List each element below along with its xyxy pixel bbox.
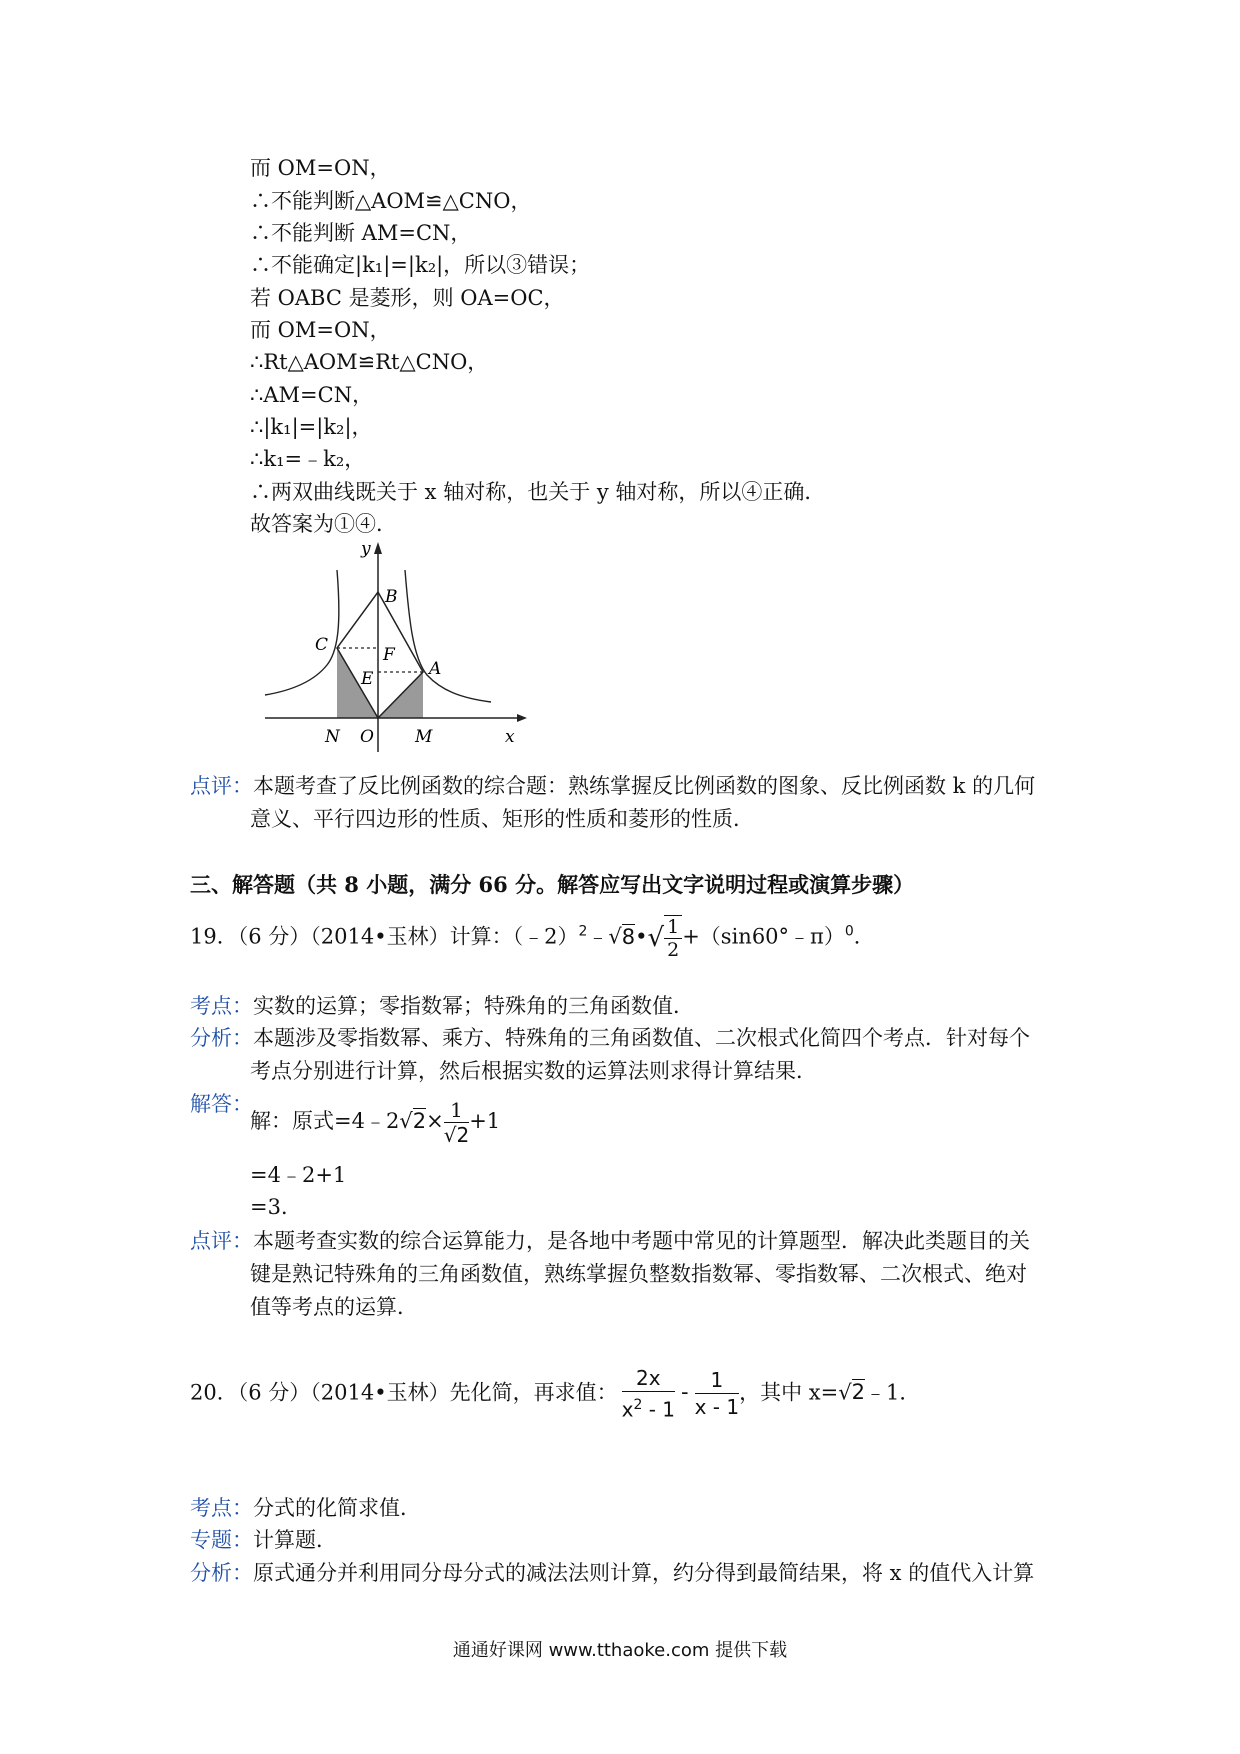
q20-fraction-2: $\frac{1}{x - 1}$ [694, 1368, 740, 1420]
hyperbola-figure [255, 540, 535, 755]
q19-end: ． [853, 924, 875, 949]
q19-fenxi [190, 1022, 1030, 1088]
q19-minus: ﹣ [587, 924, 609, 949]
kaodian-tag: 考点： [190, 994, 253, 1018]
label-c: C [315, 635, 329, 655]
proof-line: ∴k₁=﹣k₂， [250, 447, 366, 471]
zhuanti-text: 计算题． [253, 1528, 337, 1552]
proof-line: 而 OM=ON， [250, 156, 391, 180]
proof-line: 而 OM=ON， [250, 318, 391, 342]
comment-tag: 点评： [190, 774, 253, 798]
q20-kaodian [190, 1492, 421, 1525]
label-f: F [383, 645, 395, 665]
label-o: O [360, 727, 374, 747]
q19-solution-step1 [250, 1098, 500, 1147]
q19-kaodian [190, 990, 694, 1023]
solution-times: × [426, 1109, 444, 1133]
solution-sqrt: √2 [399, 1109, 427, 1133]
kaodian-text: 实数的运算；零指数幂；特殊角的三角函数值． [253, 994, 694, 1018]
q20-fenxi [190, 1557, 1034, 1590]
comment-block [190, 770, 1035, 836]
dianping-tag: 点评： [190, 1229, 253, 1253]
proof-line: ∴Rt△AOM≌Rt△CNO， [250, 350, 489, 374]
dianping-text: 键是熟记特殊角的三角函数值，熟练掌握负整数指数幂、零指数幂、二次根式、绝对 [250, 1262, 1027, 1286]
jieda-tag: 解答： [190, 1092, 253, 1116]
solution-text: 解：原式=4﹣2 [250, 1109, 400, 1133]
q19-dot: • [635, 924, 648, 949]
q20-fraction-1: $\frac{2x}{x^2 - 1}$ [621, 1366, 676, 1422]
q20-sqrt: √2 [838, 1380, 865, 1405]
proof-line: 若 OABC 是菱形，则 OA=OC， [250, 286, 565, 310]
solution-text: +1 [469, 1109, 501, 1133]
q19-text: +（sin60°﹣π） [682, 924, 845, 949]
q20-text: 20．（6 分）（2014•玉林）先化简，再求值： [190, 1380, 618, 1405]
q20-minus: - [681, 1380, 689, 1405]
label-e: E [361, 669, 374, 689]
label-n: N [325, 727, 340, 747]
question-20 [190, 1365, 920, 1423]
kaodian-tag: 考点： [190, 1496, 253, 1520]
proof-line: 故答案为①④． [250, 512, 397, 536]
x-axis-arrow [517, 714, 527, 722]
q19-dianping [190, 1225, 1030, 1324]
dianping-text: 本题考查实数的综合运算能力，是各地中考题中常见的计算题型．解决此类题目的关 [253, 1229, 1030, 1253]
q19-exponent: 0 [844, 923, 854, 940]
q19-sqrt8: √8 [608, 924, 636, 949]
label-m: M [415, 727, 433, 747]
dianping-text: 值等考点的运算． [250, 1295, 418, 1319]
q20-text: ，其中 x= [739, 1380, 839, 1405]
q19-jieda-tag-wrap [190, 1088, 253, 1121]
q19-fraction: $\frac{1}{2}$ [664, 915, 682, 961]
proof-line: ∴|k₁|=|k₂|， [250, 415, 373, 439]
label-a: A [429, 659, 442, 679]
proof-line: ∴两双曲线既关于 x 轴对称，也关于 y 轴对称，所以④正确． [250, 480, 826, 504]
proof-line: ∴不能确定|k₁|=|k₂|，所以③错误； [250, 253, 591, 277]
q19-exponent: 2 [578, 923, 588, 940]
fenxi-tag: 分析： [190, 1026, 253, 1050]
q19-solution-step3: =3． [250, 1195, 302, 1219]
label-x: x [505, 727, 515, 747]
fenxi-text: 本题涉及零指数幂、乘方、特殊角的三角函数值、二次根式化简四个考点．针对每个 [253, 1026, 1030, 1050]
zhuanti-tag: 专题： [190, 1528, 253, 1552]
hyperbola-left-branch [265, 570, 339, 695]
q20-zhuanti [190, 1524, 337, 1557]
q19-sqrt-frac: √ [647, 923, 665, 953]
fenxi-tag: 分析： [190, 1561, 253, 1585]
page-footer: 通通好课网 www.tthaoke.com 提供下载 [452, 1640, 788, 1661]
solution-fraction: $\frac{1}{√2}$ [443, 1098, 470, 1147]
y-axis-arrow [374, 542, 382, 554]
question-19 [190, 915, 875, 961]
fenxi-text: 原式通分并利用同分母分式的减法法则计算，约分得到最简结果，将 x 的值代入计算 [253, 1561, 1035, 1585]
comment-text: 意义、平行四边形的性质、矩形的性质和菱形的性质． [250, 807, 754, 831]
q19-solution-step2: =4﹣2+1 [250, 1163, 347, 1187]
proof-line: ∴不能判断 AM=CN， [250, 221, 472, 245]
label-y: y [361, 540, 371, 559]
fenxi-text: 考点分别进行计算，然后根据实数的运算法则求得计算结果． [250, 1059, 817, 1083]
comment-text: 本题考查了反比例函数的综合题：熟练掌握反比例函数的图象、反比例函数 k 的几何 [253, 774, 1036, 798]
proof-line: ∴不能判断△AOM≌△CNO， [250, 189, 532, 213]
q19-text: 19．（6 分）（2014•玉林）计算：（﹣2） [190, 924, 579, 949]
section-heading: 三、解答题（共 8 小题，满分 66 分。解答应写出文字说明过程或演算步骤） [190, 872, 915, 897]
label-b: B [385, 587, 398, 607]
proof-line: ∴AM=CN， [250, 383, 374, 407]
q20-end: ﹣1． [864, 1380, 921, 1405]
kaodian-text: 分式的化简求值． [253, 1496, 421, 1520]
